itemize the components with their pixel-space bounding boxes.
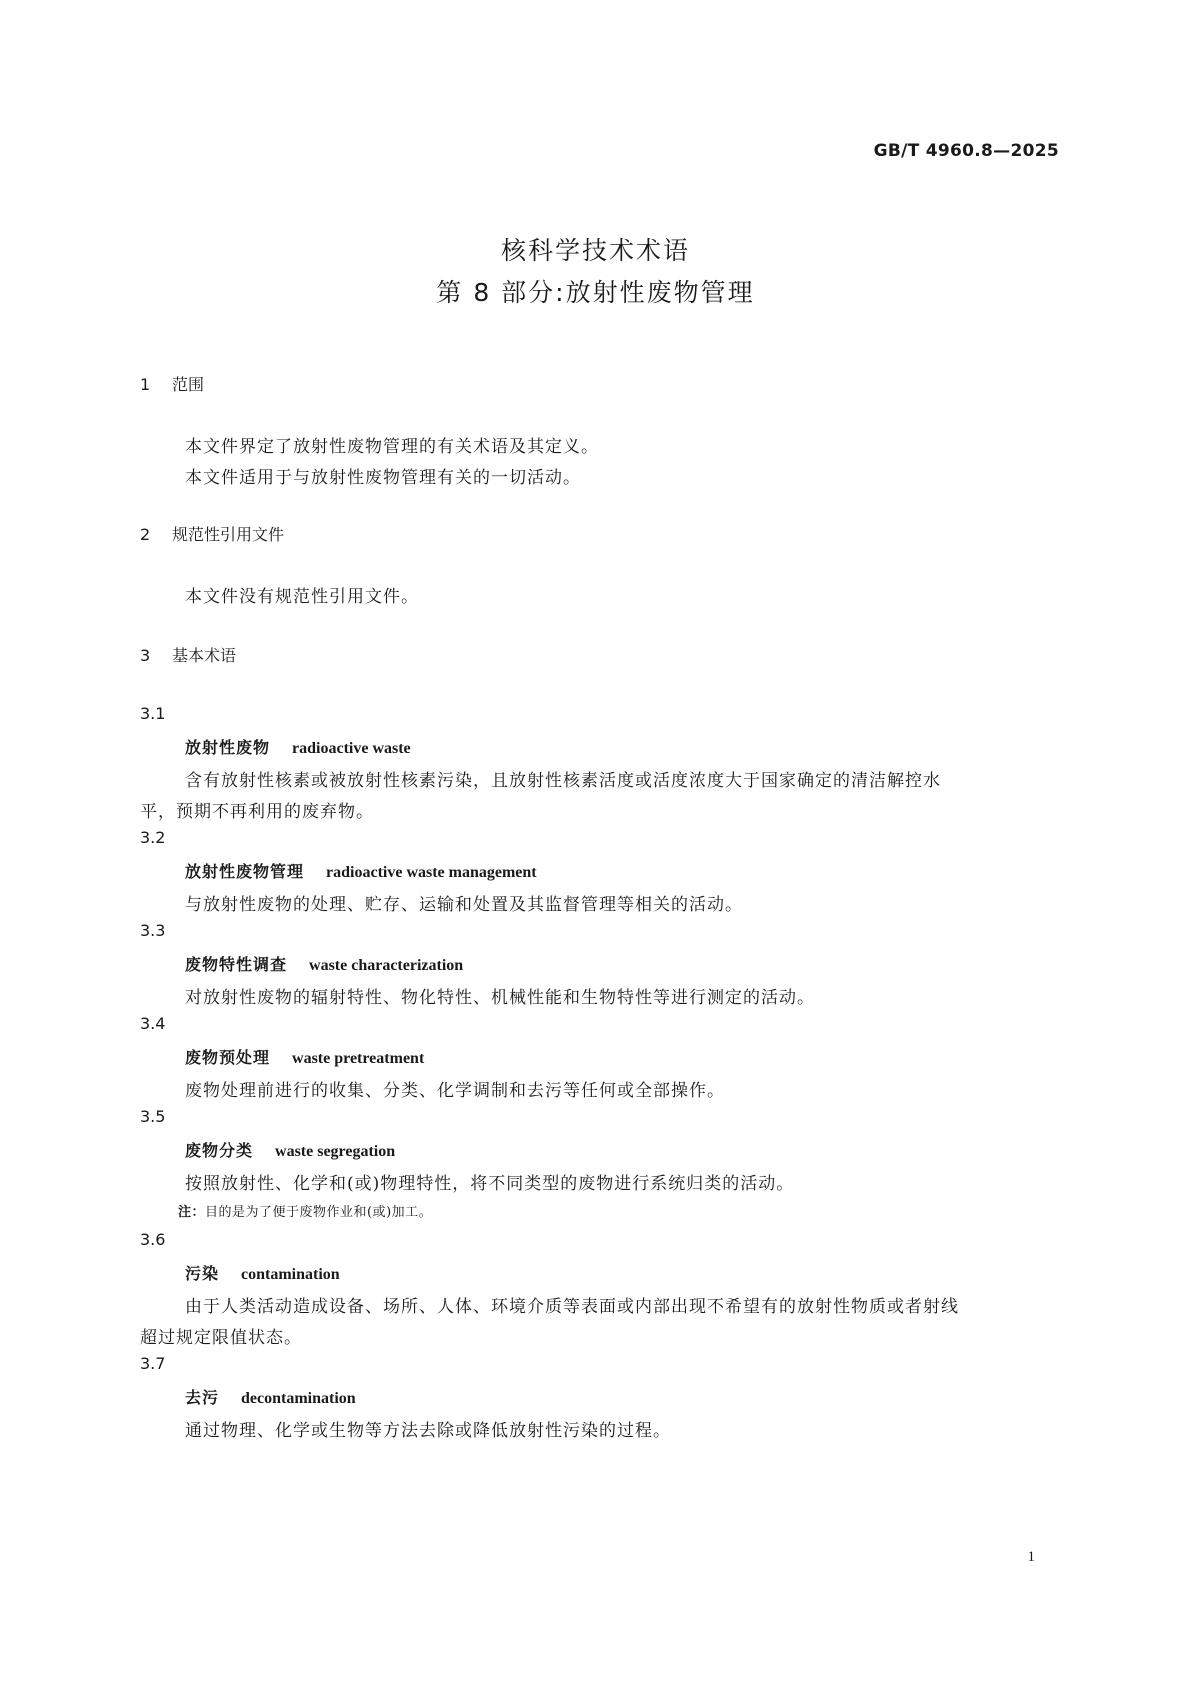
paragraph: 本文件界定了放射性废物管理的有关术语及其定义。 [185, 437, 599, 457]
term-chinese: 放射性废物 [185, 738, 271, 757]
section-heading-2 [140, 522, 284, 545]
note-text: 目的是为了便于废物作业和(或)加工。 [205, 1205, 433, 1220]
term-chinese: 废物特性调查 [185, 955, 288, 974]
term-heading [185, 859, 537, 882]
term-number: 3.3 [140, 921, 166, 940]
term-number: 3.1 [140, 704, 166, 723]
term-heading [185, 1045, 424, 1068]
term-heading [185, 735, 411, 758]
section-number: 3 [140, 646, 151, 665]
term-chinese: 废物分类 [185, 1141, 254, 1160]
section-number: 2 [140, 525, 151, 544]
term-heading [185, 1385, 356, 1408]
term-definition: 含有放射性核素或被放射性核素污染，且放射性核素活度或活度浓度大于国家确定的清洁解控水 [185, 771, 941, 791]
term-definition: 对放射性废物的辐射特性、物化特性、机械性能和生物特性等进行测定的活动。 [185, 988, 815, 1008]
title-line-2: 第 8 部分:放射性废物管理 [436, 278, 755, 307]
page-number: 1 [1027, 1549, 1035, 1565]
section-title: 规范性引用文件 [172, 525, 285, 544]
section-heading-1 [140, 372, 204, 395]
term-number: 3.6 [140, 1230, 166, 1249]
section-number: 1 [140, 375, 151, 394]
standard-number: GB/T 4960.8—2025 [873, 141, 1059, 161]
term-chinese: 污染 [185, 1264, 220, 1283]
term-number: 3.5 [140, 1107, 166, 1126]
section-title: 范围 [172, 375, 205, 394]
term-chinese: 去污 [185, 1388, 220, 1407]
paragraph: 本文件适用于与放射性废物管理有关的一切活动。 [185, 468, 581, 488]
term-chinese: 废物预处理 [185, 1048, 271, 1067]
section-heading-3 [140, 643, 236, 666]
term-english: contamination [241, 1266, 340, 1283]
note-label: 注： [178, 1205, 206, 1220]
term-definition: 通过物理、化学或生物等方法去除或降低放射性污染的过程。 [185, 1421, 671, 1441]
term-chinese: 放射性废物管理 [185, 862, 305, 881]
term-english: radioactive waste [292, 740, 411, 757]
term-english: waste characterization [309, 957, 464, 974]
term-definition-cont: 超过规定限值状态。 [140, 1328, 302, 1348]
term-definition: 废物处理前进行的收集、分类、化学调制和去污等任何或全部操作。 [185, 1081, 725, 1101]
term-definition-cont: 平，预期不再利用的废弃物。 [140, 802, 374, 822]
term-note [178, 1201, 432, 1220]
term-number: 3.4 [140, 1014, 166, 1033]
term-heading [185, 1138, 395, 1161]
term-heading [185, 952, 463, 975]
term-english: radioactive waste management [326, 864, 537, 881]
term-english: decontamination [241, 1390, 356, 1407]
term-definition: 与放射性废物的处理、贮存、运输和处置及其监督管理等相关的活动。 [185, 895, 743, 915]
paragraph: 本文件没有规范性引用文件。 [185, 587, 419, 607]
term-heading [185, 1261, 340, 1284]
term-number: 3.7 [140, 1354, 166, 1373]
term-definition: 由于人类活动造成设备、场所、人体、环境介质等表面或内部出现不希望有的放射性物质或者射线 [185, 1297, 959, 1317]
title-line-1: 核科学技术术语 [500, 236, 690, 265]
section-title: 基本术语 [172, 646, 237, 665]
term-number: 3.2 [140, 828, 166, 847]
term-english: waste pretreatment [292, 1050, 425, 1067]
term-english: waste segregation [275, 1143, 396, 1160]
term-definition: 按照放射性、化学和(或)物理特性，将不同类型的废物进行系统归类的活动。 [185, 1174, 795, 1194]
